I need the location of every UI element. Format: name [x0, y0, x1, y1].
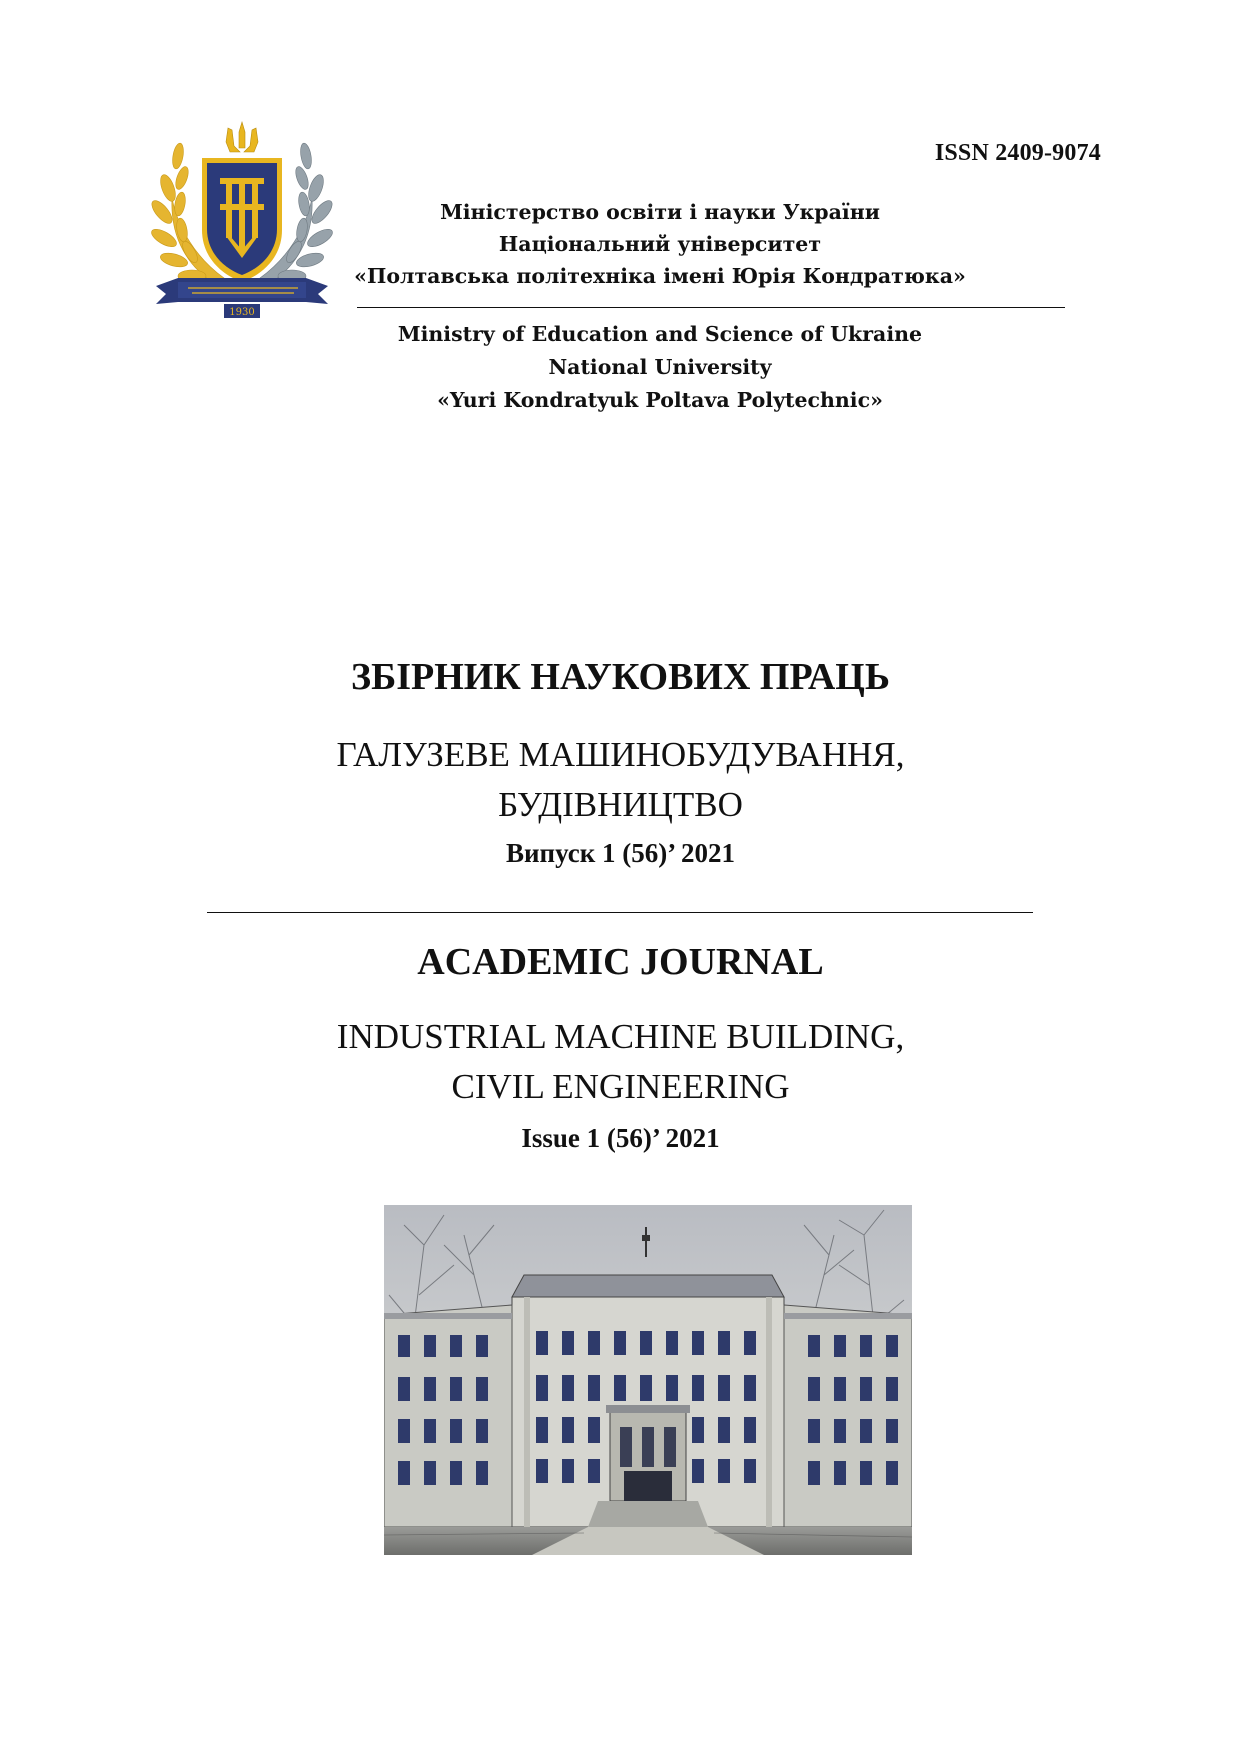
journal-title-ua: ЗБІРНИК НАУКОВИХ ПРАЦЬ — [351, 656, 890, 698]
university-type-en: National University — [548, 355, 772, 379]
header-ukrainian — [330, 196, 990, 292]
ministry-en: Ministry of Education and Science of Ukraine — [397, 322, 923, 346]
subtitle-ua-line1: ГАЛУЗЕВЕ МАШИНОБУДУВАННЯ, — [336, 735, 905, 774]
header-divider — [357, 307, 1065, 308]
journal-subtitle-en — [150, 1012, 1091, 1112]
issue-en: Issue 1 (56)’ 2021 — [521, 1123, 720, 1153]
header-english — [330, 318, 990, 417]
journal-title-en: ACADEMIC JOURNAL — [417, 941, 824, 983]
university-building-drawing-icon — [384, 1205, 912, 1555]
university-name-ua: «Полтавська політехніка імені Юрія Кондратюка» — [354, 264, 966, 288]
language-divider — [207, 912, 1033, 913]
subtitle-ua-line2: БУДІВНИЦТВО — [498, 785, 743, 824]
issn-label: ISSN 2409-9074 — [934, 140, 1101, 166]
subtitle-en-line1: INDUSTRIAL MACHINE BUILDING, — [336, 1017, 905, 1056]
university-name-en: «Yuri Kondratyuk Poltava Polytechnic» — [437, 388, 883, 412]
university-emblem-icon — [148, 118, 336, 330]
emblem-year: 1930 — [229, 307, 255, 318]
journal-subtitle-ua — [150, 730, 1091, 830]
ministry-ua: Міністерство освіти і науки України — [440, 200, 880, 224]
subtitle-en-line2: CIVIL ENGINEERING — [451, 1067, 790, 1106]
university-type-ua: Національний університет — [498, 232, 822, 256]
issue-ua: Випуск 1 (56)’ 2021 — [505, 838, 736, 868]
